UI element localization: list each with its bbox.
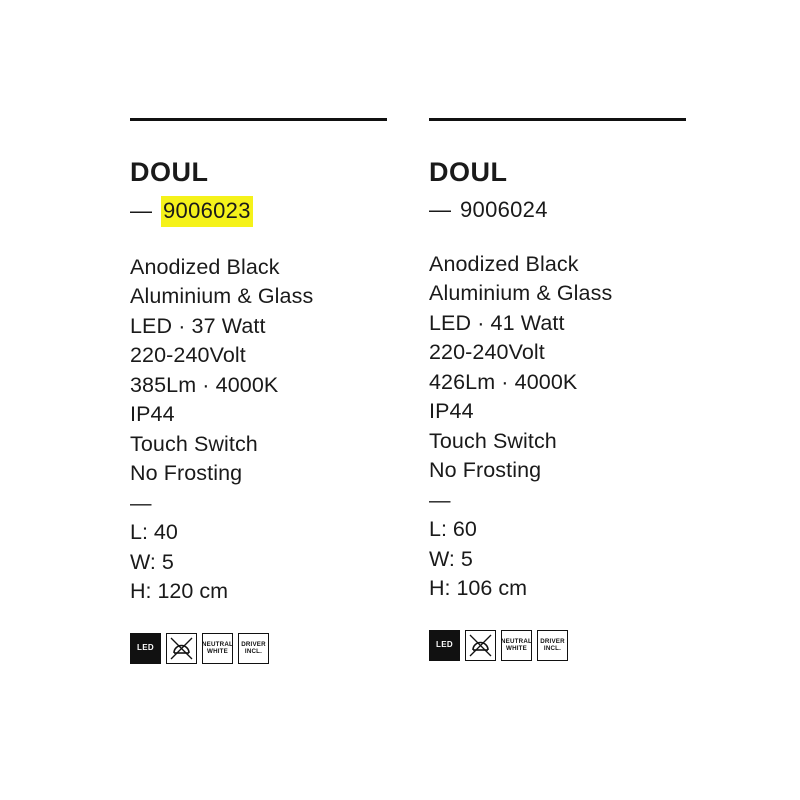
neutral-white-line-1: NEUTRAL <box>202 640 233 648</box>
spec-line: Aluminium & Glass <box>130 284 314 308</box>
spec-line: IP44 <box>429 399 474 423</box>
code-dash: — <box>130 198 152 223</box>
neutral-white-line-2: WHITE <box>506 645 527 652</box>
product-card-1 <box>130 118 387 664</box>
dimmable-icon-badge <box>465 630 496 661</box>
driver-included-badge <box>537 630 568 661</box>
top-rule <box>130 118 387 121</box>
spec-separator: — <box>130 490 152 515</box>
badge-row <box>130 633 387 664</box>
product-card-2 <box>429 118 686 664</box>
led-badge <box>429 630 460 661</box>
product-specs <box>429 250 686 486</box>
product-dimensions <box>429 515 686 604</box>
top-rule <box>429 118 686 121</box>
spec-line: 220-240Volt <box>130 343 246 367</box>
led-badge <box>130 633 161 664</box>
driver-included-badge <box>238 633 269 664</box>
spec-line: Anodized Black <box>429 251 579 276</box>
spec-line: No Frosting <box>130 461 243 485</box>
neutral-white-line-2: WHITE <box>207 648 228 655</box>
product-dimensions <box>130 518 387 607</box>
led-badge-label: LED <box>137 643 154 653</box>
dimmable-icon-badge <box>166 633 197 664</box>
product-code-line <box>130 196 387 227</box>
product-code-line <box>429 196 686 224</box>
product-columns <box>130 118 690 664</box>
dimension-line: H: 120 cm <box>130 579 228 603</box>
spec-line: LED · 37 Watt <box>130 313 266 338</box>
dimension-line: W: 5 <box>130 549 174 574</box>
code-dash: — <box>429 197 451 222</box>
spec-line: 220-240Volt <box>429 340 545 364</box>
dimension-line: L: 40 <box>130 520 178 544</box>
spec-line: Touch Switch <box>429 428 557 453</box>
dimension-line: W: 5 <box>429 546 473 571</box>
driver-incl-line-2: INCL. <box>543 645 562 652</box>
spec-line: 426Lm · 4000K <box>429 369 578 394</box>
spec-line: 385Lm · 4000K <box>130 372 279 397</box>
spec-line: Aluminium & Glass <box>429 281 613 305</box>
neutral-white-line-1: NEUTRAL <box>501 637 532 645</box>
spec-line: Anodized Black <box>130 254 280 279</box>
neutral-white-badge <box>501 630 532 661</box>
driver-incl-line-1: DRIVER <box>540 637 565 645</box>
badge-row <box>429 630 686 661</box>
spec-line: IP44 <box>130 402 175 426</box>
driver-incl-line-2: INCL. <box>244 648 263 655</box>
dimension-line: L: 60 <box>429 517 477 541</box>
spec-line: No Frosting <box>429 458 542 482</box>
product-title: DOUL <box>429 157 508 187</box>
spec-separator: — <box>429 487 451 512</box>
spec-line: LED · 41 Watt <box>429 310 565 335</box>
dimension-line: H: 106 cm <box>429 576 527 600</box>
driver-incl-line-1: DRIVER <box>241 640 266 648</box>
spec-line: Touch Switch <box>130 431 258 456</box>
product-specs <box>130 253 387 489</box>
product-code: 9006023 <box>161 196 253 227</box>
product-code: 9006024 <box>460 197 548 222</box>
product-title: DOUL <box>130 157 209 187</box>
neutral-white-badge <box>202 633 233 664</box>
led-badge-label: LED <box>436 640 453 650</box>
